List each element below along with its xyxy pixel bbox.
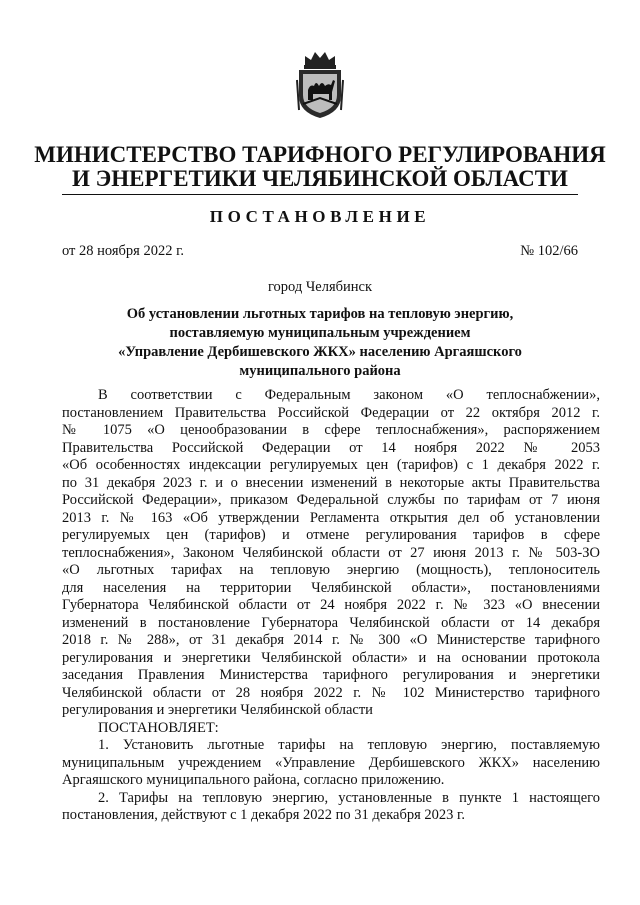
title-line: Об установлении льготных тарифов на тепловую энергию, bbox=[126, 306, 514, 322]
preamble-line: 2018 г. № 288», от 31 декабря 2014 г. № 300 «О Министерстве тарифного bbox=[62, 632, 600, 648]
document-body bbox=[62, 387, 600, 825]
document-number: № 102/66 bbox=[520, 243, 578, 259]
document-city: город Челябинск bbox=[267, 279, 373, 295]
preamble-line: для населения на территории Челябинской области», постановлениями bbox=[62, 579, 600, 596]
preamble-line: Челябинской области от 28 ноября 2022 г. № 102 Министерство тарифного bbox=[62, 684, 600, 701]
ministry-name-line2: И ЭНЕРГЕТИКИ ЧЕЛЯБИНСКОЙ ОБЛАСТИ bbox=[72, 166, 568, 191]
item-2-line: постановления, действуют с 1 декабря 2022 по 31 декабря 2023 г. bbox=[62, 807, 465, 823]
title-line: поставляемую муниципальным учреждением bbox=[169, 325, 471, 341]
ministry-name-line1: МИНИСТЕРСТВО ТАРИФНОГО РЕГУЛИРОВАНИЯ bbox=[34, 142, 606, 167]
document-type: ПОСТАНОВЛЕНИЕ bbox=[209, 207, 431, 226]
preamble-line: регулирования и энергетики Челябинской области» и на основании протокола bbox=[62, 649, 600, 666]
preamble-line: постановлением Правительства Российской Федерации от 22 октября 2012 г. bbox=[62, 404, 600, 421]
document-date: от 28 ноября 2022 г. bbox=[62, 243, 185, 259]
header-divider bbox=[62, 194, 578, 195]
preamble-line: Российской Федерации», приказом Федеральной службы по тарифам от 7 июня bbox=[62, 492, 600, 508]
title-line: муниципального района bbox=[239, 363, 401, 379]
preamble-line: изменений в постановление Губернатора Челябинской области от 14 декабря bbox=[62, 614, 600, 631]
item-1-line: 1. Установить льготные тарифы на тепловую энергию, поставляемую bbox=[98, 737, 600, 753]
preamble-line: 2013 г. № 163 «Об утверждении Регламента открытия дел об установлении bbox=[62, 509, 600, 526]
preamble-line: В соответствии с Федеральным законом «О теплоснабжении», bbox=[98, 387, 600, 403]
title-line: «Управление Дербишевского ЖКХ» населению Аргаяшского bbox=[118, 344, 522, 360]
document-title bbox=[0, 305, 640, 381]
preamble-line: «Об особенностях индексации регулируемых цен (тарифов) с 1 декабря 2022 г. bbox=[62, 457, 600, 473]
preamble-line: теплоснабжения», Законом Челябинской области от 27 июня 2013 г. № 503-ЗО bbox=[62, 544, 600, 561]
item-1-line: Аргаяшского муниципального района, согласно приложению. bbox=[62, 772, 445, 788]
preamble-line: по 31 декабря 2023 г. и о внесении изменений в некоторые акты Правительства bbox=[62, 474, 600, 491]
resolves-heading: ПОСТАНОВЛЯЕТ: bbox=[98, 719, 219, 736]
preamble-line: «О льготных тарифах на тепловую энергию (мощность), теплоноситель bbox=[62, 562, 600, 578]
item-1-line: муниципальным учреждением «Управление Дербишевского ЖКХ» населению bbox=[62, 754, 600, 771]
preamble-line: регулируемых цен (тарифов) и отмене регулирования тарифов в сфере bbox=[62, 527, 600, 543]
preamble-line: регулирования и энергетики Челябинской области bbox=[62, 702, 373, 718]
preamble-line: заседания Правления Министерства тарифного регулирования и энергетики bbox=[62, 667, 600, 683]
item-2-line: 2. Тарифы на тепловую энергию, установленные в пункте 1 настоящего bbox=[98, 789, 600, 806]
preamble-line: Правительства Российской Федерации от 14 ноября 2022 № 2053 bbox=[62, 439, 600, 456]
coat-of-arms-icon bbox=[293, 50, 347, 120]
preamble-line: Губернатора Челябинской области от 24 ноября 2022 г. № 323 «О внесении bbox=[62, 597, 600, 613]
preamble-line: № 1075 «О ценообразовании в сфере теплоснабжения», распоряжением bbox=[62, 422, 600, 438]
